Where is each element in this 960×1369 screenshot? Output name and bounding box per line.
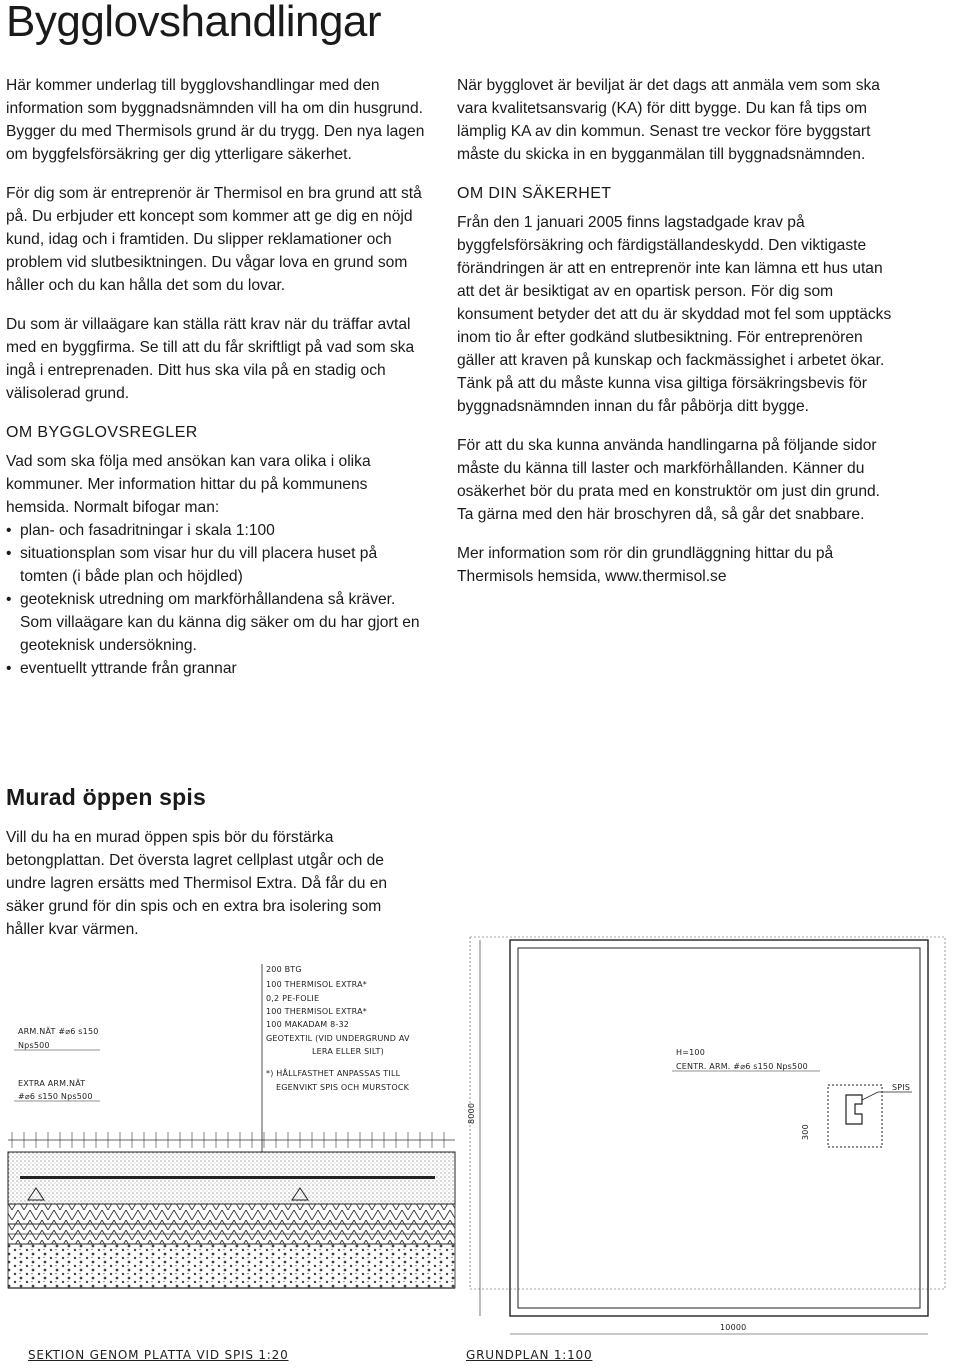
section-caption: SEKTION GENOM PLATTA VID SPIS 1:20	[28, 1348, 289, 1362]
layer-label: 0,2 PE-FOLIE	[266, 994, 320, 1003]
plan-caption: GRUNDPLAN 1:100	[466, 1348, 593, 1362]
spis-label: SPIS	[892, 1083, 911, 1092]
list-item: • plan- och fasadritningar i skala 1:100	[6, 519, 426, 542]
homeowner-paragraph: Du som är villaägare kan ställa rätt krav när du träffar avtal med en byggfirma. Se till att du får skriftligt på vad som ska ingå i entreprenaden. Ditt hus ska vila på en stadig och välisolerad grund.	[6, 316, 415, 402]
section-drawing	[8, 964, 455, 1288]
plan-inner-outline	[518, 948, 920, 1308]
fireplace-paragraph: Vill du ha en murad öppen spis bör du förstärka betongplattan. Det översta lagret cellplast utgår och de undre lagren ersätts med Thermisol Extra. Då får du en säker grund för din spis och en extra bra isolering som håller kvar värmen.	[6, 829, 388, 938]
safety-paragraph: Från den 1 januari 2005 finns lagstadgade krav på byggfelsförsäkring och färdigställandeskydd. Den viktigaste förändringen är att en entreprenör inte kan lämna ett hus utan att det är besiktigat av en opartisk person. För dig som konsument betyder det att du är skyddad mot fel som upptäcks inom tio år efter godkänd slutbesiktning. För entreprenören gäller att kraven på kunskap och fackmässighet i arbetet ökar. Tänk på att du måste kunna visa giltiga försäkringsbevis för byggnadsnämnden innan du får påbörja ditt bygge.	[457, 214, 892, 415]
plan-outline	[510, 940, 928, 1316]
list-item: • eventuellt yttrande från grannar	[6, 657, 426, 680]
footnote: EGENVIKT SPIS OCH MURSTOCK	[276, 1083, 410, 1092]
layer-label: 200 BTG	[266, 965, 302, 974]
rules-paragraph: Vad som ska följa med ansökan kan vara olika i olika kommuner. Mer information hittar du på kommunens hemsida. Normalt bifogar man:	[6, 453, 371, 516]
centr-arm-label: CENTR. ARM. #⌀6 s150 Nps500	[676, 1062, 808, 1071]
insulation-layer-1	[8, 1204, 455, 1224]
arm-label: Nps500	[18, 1041, 50, 1050]
plan-drawing	[467, 937, 945, 1334]
layer-label: 100 THERMISOL EXTRA*	[266, 1007, 367, 1016]
rules-heading: OM BYGGLOVSREGLER	[6, 424, 198, 441]
arm-label: ARM.NÄT #⌀6 s150	[18, 1027, 99, 1036]
dim-height: 8000	[467, 1102, 476, 1124]
fireplace-heading: Murad öppen spis	[6, 784, 206, 810]
extra-arm-label: #⌀6 s150 Nps500	[18, 1092, 93, 1101]
layer-label: 100 MAKADAM 8-32	[266, 1020, 350, 1029]
gravel-layer	[8, 1244, 455, 1288]
dim-300: 300	[801, 1124, 810, 1140]
height-label: H=100	[676, 1048, 705, 1057]
dimension-frame	[470, 937, 945, 1289]
list-item: • situationsplan som visar hur du vill placera huset på tomten (i både plan och höjdled)	[6, 542, 426, 588]
intro-paragraph: Här kommer underlag till bygglovshandlingar med den information som byggnadsnämnden vill ha om din husgrund. Bygger du med Thermisols grund är du trygg. Den nya lagen om byggfelsförsäkring ger dig ytterligare säkerhet.	[6, 77, 425, 163]
extra-rebar	[20, 1176, 435, 1179]
layer-label: GEOTEXTIL (VID UNDERGRUND AV	[266, 1034, 410, 1043]
contractor-paragraph: För dig som är entreprenör är Thermisol en bra grund att stå på. Du erbjuder ett koncept som kommer att ge dig en nöjd kund, idag och i framtiden. Du slipper reklamationer och problem vid slutbesiktningen. Du vågar lova en grund som håller och du kan hålla det som du lovar.	[6, 185, 422, 294]
extra-arm-label: EXTRA ARM.NÄT	[18, 1079, 86, 1088]
page-title: Bygglovshandlingar	[6, 0, 382, 46]
safety-heading: OM DIN SÄKERHET	[457, 185, 612, 202]
documents-paragraph: För att du ska kunna använda handlingarna på följande sidor måste du känna till laster och markförhållanden. Känner du osäkerhet bör du prata med en konstruktör om just din grund. Ta gärna med den här broschyren då, så går det snabbare.	[457, 437, 880, 523]
layer-label: 100 THERMISOL EXTRA*	[266, 980, 367, 989]
dim-width: 10000	[720, 1323, 747, 1332]
list-item: • geoteknisk utredning om markförhållandena så kräver. Som villaägare kan du känna dig säker om du har gjort en geoteknisk undersökning.	[6, 588, 426, 657]
ka-paragraph: När bygglovet är beviljat är det dags att anmäla vem som ska vara kvalitetsansvarig (KA) för ditt bygge. Du kan få tips om lämplig KA av din kommun. Senast tre veckor före byggstart måste du skicka in en bygganmälan till byggnadsnämnden.	[457, 77, 880, 163]
footnote: *) HÅLLFASTHET ANPASSAS TILL	[266, 1069, 401, 1078]
layer-label: LERA ELLER SILT)	[312, 1047, 384, 1056]
fireplace-symbol	[846, 1095, 862, 1124]
leader-line	[862, 1092, 878, 1100]
more-info-paragraph: Mer information som rör din grundläggning hittar du på Thermisols hemsida, www.thermisol.se	[457, 545, 834, 585]
